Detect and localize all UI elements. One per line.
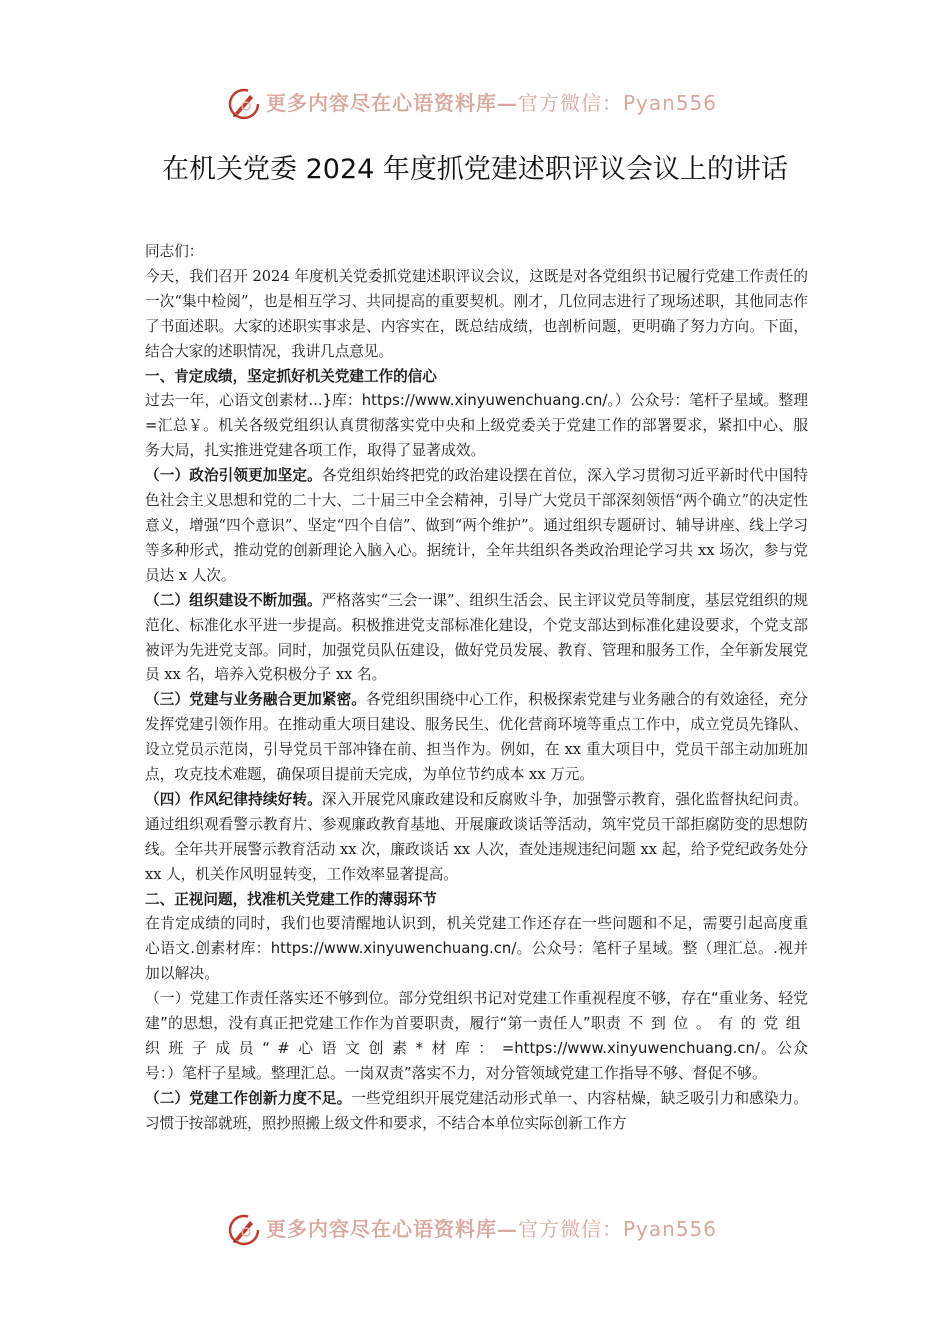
item-lead: （一）政治引领更加坚定。: [145, 467, 322, 485]
item-text-spaced: 责不到位。有的党组织班子成员“#心语文创素*材库：: [145, 1015, 808, 1057]
document-body: [145, 240, 808, 1137]
section-1-item: [145, 688, 808, 788]
watermark-wechat: 官方微信：Pyan556: [518, 91, 718, 115]
item-lead: （二）组织建设不断加强。: [145, 591, 322, 609]
item-lead: （四）作风纪律持续好转。: [145, 790, 322, 808]
brush-logo-icon: [226, 1212, 262, 1248]
item-text: 一些党组织开展党建活动形式单一、内容枯燥，缺乏吸引力和感染力。习惯于按部就班，照抄照搬上级文件和要求，不结合本单位实际创新工作方: [145, 1089, 808, 1132]
section-1-item: [145, 464, 808, 589]
section-2-item-2: [145, 1087, 808, 1137]
section-1-item: [145, 589, 808, 689]
header-watermark: [0, 84, 950, 124]
document-title: 在机关党委 2024 年度抓党建述职评议会议上的讲话: [162, 154, 788, 185]
section-1-item: [145, 788, 808, 888]
brush-logo-icon: [226, 86, 262, 122]
item-lead: （二）党建工作创新力度不足。: [145, 1089, 352, 1107]
watermark-text: 更多内容尽在心语资料库—: [266, 91, 518, 115]
watermark-text: 更多内容尽在心语资料库—: [266, 1217, 518, 1241]
item-text: 各党组织始终把党的政治建设摆在首位，深入学习贯彻习近平新时代中国特色社会主义思想和党的二十大、二十届三中全会精神，引导广大党员干部深刻领悟“两个确立”的决定性意义，增强“四个意识”、坚定“四个自信”、做到“两个维护”。通过组织专题研讨、辅导讲座、线上学习等多种形式，推动党的创新理论入脑入心。据统计，全年共组织各类政治理论学习共 xx 场次，参与党员达 x 人次。: [145, 467, 808, 584]
section-1-heading: 一、肯定成绩，坚定抓好机关党建工作的信心: [145, 367, 437, 385]
intro-paragraph: 今天，我们召开 2024 年度机关党委抓党建述职评议会议，这既是对各党组织书记履行党建工作责任的一次“集中检阅”，也是相互学习、共同提高的重要契机。刚才，几位同志进行了现场述职，其他同志作了书面述职。大家的述职实事求是、内容实在，既总结成绩，也剖析问题，更明确了努力方向。下面，结合大家的述职情况，我讲几点意见。: [145, 267, 808, 360]
item-text: 深入开展党风廉政建设和反腐败斗争，加强警示教育，强化监督执纪问责。通过组织观看警示教育片、参观廉政教育基地、开展廉政谈话等活动，筑牢党员干部拒腐防变的思想防线。全年共开展警示教育活动 xx 次，廉政谈话 xx 人次，查处违规违纪问题 xx 起，给予党纪政务处分 xx 人，机关作风明显转变，工作效率显著提高。: [145, 790, 808, 883]
section-2-paragraph: 在肯定成绩的同时，我们也要清醒地认识到，机关党建工作还存在一些问题和不足，需要引起高度重心语文.创素材库：https://www.xinyuwenchuang.cn/。公众号：笔杆子星域。整（理汇总。.视并加以解决。: [145, 915, 808, 983]
section-1-paragraph: 过去一年，心语文创素材...}库：https://www.xinyuwenchuang.cn/。）公众号：笔杆子星域。整理=汇总￥。机关各级党组织认真贯彻落实党中央和上级党委关于党建工作的部署要求，紧扣中心、服务大局，扎实推进党建各项工作，取得了显著成效。: [145, 392, 808, 460]
item-text: 各党组织围绕中心工作，积极探索党建与业务融合的有效途径，充分发挥党建引领作用。在推动重大项目建设、服务民生、优化营商环境等重点工作中，成立党员先锋队、设立党员示范岗，引导党员干部冲锋在前、担当作为。例如，在 xx 重大项目中，党员干部主动加班加点，攻克技术难题，确保项目提前天完成，为单位节约成本 xx 万元。: [145, 691, 808, 784]
watermark-wechat: 官方微信：Pyan556: [518, 1217, 718, 1241]
item-text: 严格落实“三会一课”、组织生活会、民主评议党员等制度，基层党组织的规范化、标准化水平进一步提高。积极推进党支部标准化建设，个党支部达到标准化建设要求，个党支部被评为先进党支部。同时，加强党员队伍建设，做好党员发展、教育、管理和服务工作，全年新发展党员 xx 名，培养入党积极分子 xx 名。: [145, 591, 808, 684]
item-lead: （三）党建与业务融合更加紧密。: [145, 691, 367, 709]
salutation: 同志们：: [145, 243, 204, 260]
section-2-heading: 二、正视问题，找准机关党建工作的薄弱环节: [145, 890, 437, 908]
section-2-item-1: [145, 987, 808, 1087]
item-text: =https://www.xinyuwenchuang.cn/。公众号：）笔杆子星域。整理汇总。一岗双责”落实不力，对分管领域党建工作指导不够、督促不够。: [145, 1040, 808, 1082]
item-text: （一）党建工作责任落实还不够到位。部分党组织书记对党建工作重视程度不够，存在“重业务、轻党建”的思想，没有真正把党建工作作为首要职责，履行“第一责任人”职: [145, 990, 808, 1033]
footer-watermark: [0, 1210, 950, 1250]
